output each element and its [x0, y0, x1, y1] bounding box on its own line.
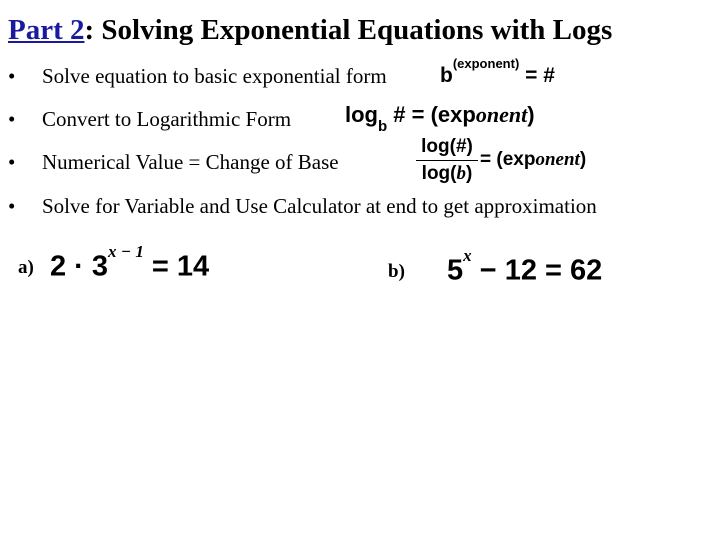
title-text: : Solving Exponential Equations with Logs [84, 14, 613, 46]
bullet-marker: • [8, 194, 16, 218]
bullet-marker: • [8, 64, 16, 88]
formula-base: b [440, 64, 453, 87]
log-rest: # = (exp [387, 102, 476, 127]
log-close: ) [527, 102, 535, 127]
logarithmic-form-formula [345, 102, 535, 136]
page-title [8, 14, 612, 47]
denominator-var: b [456, 163, 466, 184]
log-base: b [378, 118, 388, 136]
bullet-text: Convert to Logarithmic Form [42, 107, 292, 131]
problem-b-rhs: − 12 = 62 [471, 254, 603, 287]
problem-b-label: b) [388, 261, 405, 282]
problem-a-rhs: = 14 [143, 250, 210, 283]
rhs-italic: onent [535, 149, 580, 170]
formula-rhs: = # [519, 64, 555, 87]
bullet-text: Solve equation to basic exponential form [42, 64, 387, 88]
bullet-text: Numerical Value = Change of Base [42, 150, 339, 174]
problem-a-lhs: 2 · 3 [50, 250, 109, 283]
rhs-text: = (exp [480, 149, 536, 170]
fraction-numerator: log(#) [416, 136, 478, 161]
log-text: log [345, 102, 378, 127]
problem-a-label: a) [18, 257, 34, 278]
denominator-text: log( [421, 163, 457, 184]
bullet-marker: • [8, 107, 16, 131]
problem-b-base: 5 [447, 254, 464, 287]
exponential-form-formula [440, 56, 555, 88]
log-italic: onent [475, 102, 528, 127]
problem-a-equation [50, 242, 210, 284]
denominator-close: ) [466, 163, 473, 184]
fraction-denominator [416, 161, 478, 185]
bullet-text: Solve for Variable and Use Calculator at end to get approximation [42, 194, 597, 218]
problem-b-equation [447, 246, 603, 288]
problem-a-exponent: x − 1 [108, 242, 144, 261]
rhs-close: ) [579, 149, 587, 170]
change-of-base-fraction [416, 136, 478, 185]
change-of-base-rhs [480, 149, 586, 171]
problem-b-exponent: x [463, 246, 472, 265]
bullet-marker: • [8, 150, 16, 174]
formula-exponent: (exponent) [452, 56, 520, 71]
title-part-label: Part 2 [8, 14, 85, 46]
